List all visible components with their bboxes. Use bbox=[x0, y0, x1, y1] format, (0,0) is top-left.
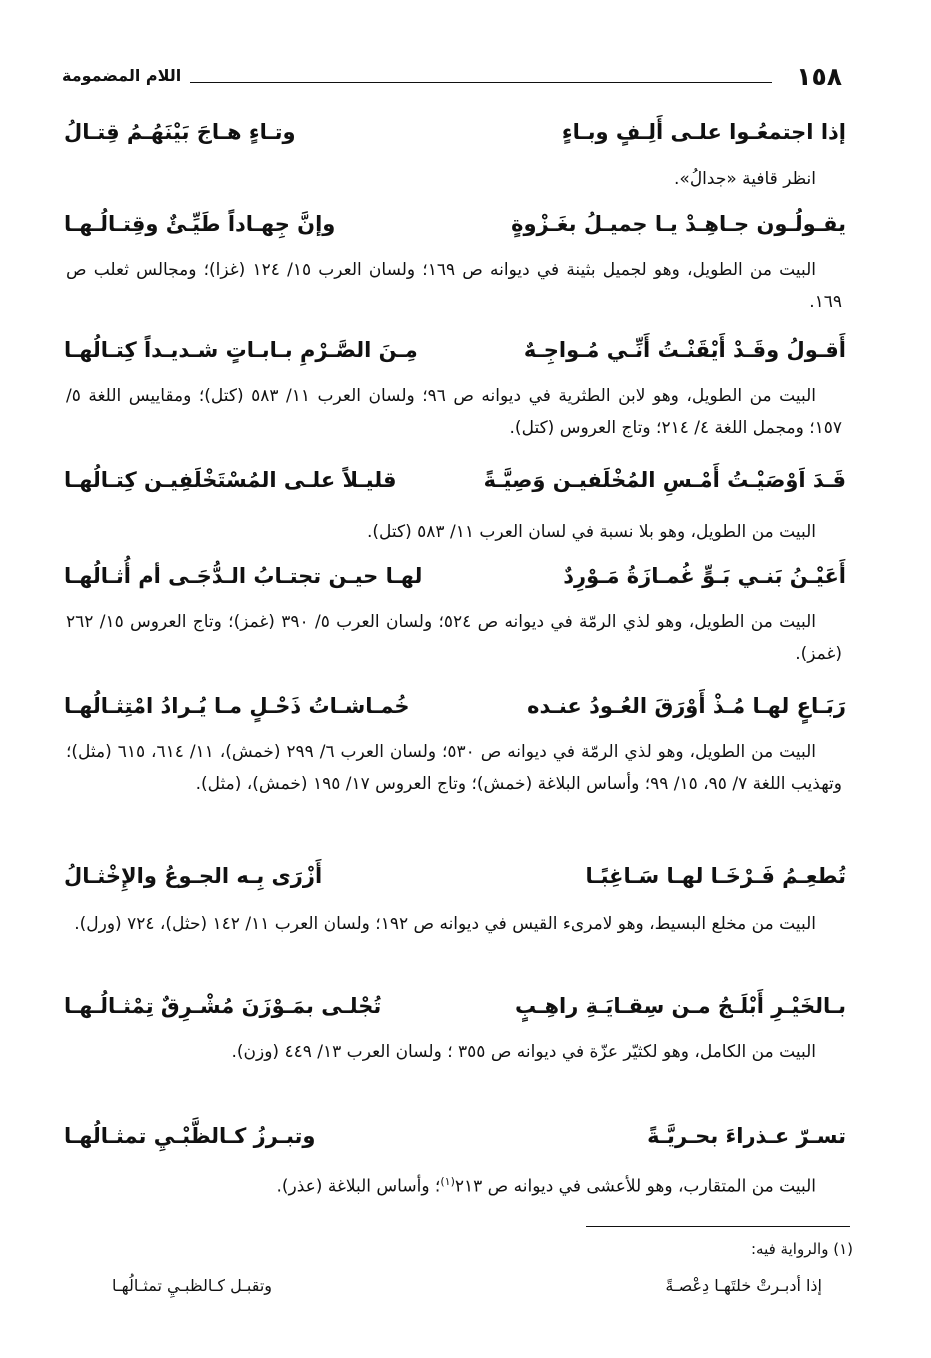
verse bbox=[64, 332, 846, 376]
note-text: انظر قافية «جدالُ». bbox=[674, 169, 816, 189]
verse-first-hemistich: رَبَـاعٍ لهـا مُـذْ أَوْرَقَ العُـودُ عنـده bbox=[527, 694, 846, 718]
verse-second-hemistich: قليـلاً علـى المُسْتَخْلَفِيـن كِتـالُهـا bbox=[64, 468, 397, 492]
note-text: البيت من الطويل، وهو بلا نسبة في لسان العرب ١١/ ٥٨٣ (كتل). bbox=[366, 522, 816, 542]
note-text: البيت من الطويل، وهو لابن الطثرية في ديوانه ص ٩٦؛ ولسان العرب ١١/ ٥٨٣ (كتل)؛ ومقاييس اللغة ٥/ ١٥٧؛ ومجمل اللغة ٤/ ٢١٤؛ وتاج العروس (كتل). bbox=[66, 386, 842, 438]
verse-second-hemistich: وتـاءٍ هـاجَ بَيْنَهُـمُ قِتـالُ bbox=[64, 120, 296, 144]
verse bbox=[64, 688, 846, 732]
note-text: البيت من الطويل، وهو لذي الرمّة في ديوانه ص ٥٢٤؛ ولسان العرب ٥/ ٣٩٠ (غمز)؛ وتاج العروس ١٥/ ٢٦٢ (غمز). bbox=[66, 612, 842, 664]
footnote-verse bbox=[112, 1272, 822, 1308]
verse-second-hemistich: وإنَّ جِهـاداً طَيِّـئٌ وقِتـالُـهـا bbox=[64, 212, 336, 236]
verse-note bbox=[66, 380, 842, 444]
verse bbox=[64, 462, 846, 506]
verse-first-hemistich: قَـدَ اَوْصَيْـتُ أَمْـسِ المُخْلَفيـن وَصِيَّـةً bbox=[483, 468, 846, 492]
verse-first-hemistich: تُطعِـمُ فَـرْخَـا لهـا سَـاغِبًـا bbox=[585, 864, 846, 888]
header-rule bbox=[190, 82, 772, 83]
page-header bbox=[62, 62, 842, 96]
verse-note bbox=[66, 1036, 842, 1068]
verse-second-hemistich: مِـنَ الصَّـرْمِ بـابـاتٍ شـديـداً كِتـالُهـا bbox=[64, 338, 418, 362]
verse-second-hemistich: وتقبـل كـالظبـيِ تمثـالُهـا bbox=[112, 1276, 273, 1295]
verse bbox=[64, 114, 846, 158]
verse bbox=[64, 1118, 846, 1162]
footnote-rule bbox=[586, 1226, 850, 1227]
note-text: البيت من مخلع البسيط، وهو لامرىء القيس في ديوانه ص ١٩٢؛ ولسان العرب ١١/ ١٤٢ (حثل)، ٧٢٤ (ورل). bbox=[74, 914, 816, 934]
verse bbox=[64, 988, 846, 1032]
verse-note bbox=[66, 606, 842, 670]
note-text: ؛ وأساس البلاغة (عذر). bbox=[276, 1176, 441, 1197]
verse bbox=[64, 558, 846, 602]
verse-second-hemistich: وتبـرزُ كـالظَّبْـيِ تمثـالُهـا bbox=[64, 1124, 316, 1148]
page-number: ١٥٨ bbox=[796, 62, 842, 91]
note-text: البيت من الكامل، وهو لكثيّر عزّة في ديوانه ص ٣٥٥ ؛ ولسان العرب ١٣/ ٤٤٩ (وزن). bbox=[231, 1042, 816, 1062]
note-text: البيت من المتقارب، وهو للأعشى في ديوانه ص ٢١٣ bbox=[454, 1176, 816, 1197]
verse-note bbox=[66, 516, 842, 548]
footnote-label: (١) والرواية فيه: bbox=[751, 1240, 853, 1258]
verse bbox=[64, 206, 846, 250]
verse-note bbox=[66, 163, 842, 195]
verse-first-hemistich: يقـولُـون جـاهِـدْ يـا جميـلُ بغَـزْوةٍ bbox=[511, 212, 846, 236]
verse-second-hemistich: أَزْرَى بِـه الجـوعُ والإِخْثـالُ bbox=[64, 864, 323, 888]
verse-note bbox=[66, 1166, 842, 1203]
verse bbox=[64, 858, 846, 902]
footnote-reference: (١) bbox=[440, 1175, 455, 1188]
verse-note bbox=[66, 908, 842, 940]
verse-first-hemistich: أَقـولُ وقَـدْ أَيْقَنْـتُ أَنِّـي مُـواجِـهٌ bbox=[523, 338, 846, 362]
verse-second-hemistich: خُمـاشـاتُ ذَحْـلٍ مـا يُـرادُ امْتِثـالُهـا bbox=[64, 694, 410, 718]
verse-first-hemistich: أَعَيْـنُ بَنـي بَـوٍّ غُمـازَةُ مَـوْرِدٌ bbox=[563, 564, 846, 588]
verse-first-hemistich: بـالخَيْـرِ أَبْلَـجُ مـن سِقـايَـةِ راهِـبٍ bbox=[515, 994, 846, 1018]
note-text: البيت من الطويل، وهو لجميل بثينة في ديوانه ص ١٦٩؛ ولسان العرب ١٥/ ١٢٤ (غزا)؛ ومجالس ثعلب ص ١٦٩. bbox=[66, 260, 842, 312]
section-title: اللام المضمومة bbox=[62, 66, 182, 85]
verse-first-hemistich: تسـرّ عـذراءَ بحـريَّـةً bbox=[647, 1124, 846, 1148]
verse-note bbox=[66, 254, 842, 318]
verse-first-hemistich: إذا اجتمعُـوا علـى أَلِـفٍ وبـاءٍ bbox=[561, 120, 846, 144]
verse-second-hemistich: لهـا حيـن تجتـابُ الـدُّجَـى أم أُثـالُهـا bbox=[64, 564, 423, 588]
verse-second-hemistich: تُجْلـى بمَـوْزَنَ مُشْـرِقٌ تِمْثـالُـهـا bbox=[64, 994, 382, 1018]
verse-note bbox=[66, 736, 842, 800]
note-text: البيت من الطويل، وهو لذي الرمّة في ديوانه ص ٥٣٠؛ ولسان العرب ٦/ ٢٩٩ (خمش)، ١١/ ٦١٤، ٦١٥ (مثل)؛ وتهذيب اللغة ٧/ ٩٥، ١٥/ ٩٩؛ وأساس البلاغة (خمش)؛ وتاج العروس ١٧/ ١٩٥ (خمش)، (مثل). bbox=[66, 742, 842, 794]
verse-first-hemistich: إذا أدبـرتْ خلتَهـا دِعْصـةً bbox=[665, 1276, 822, 1295]
